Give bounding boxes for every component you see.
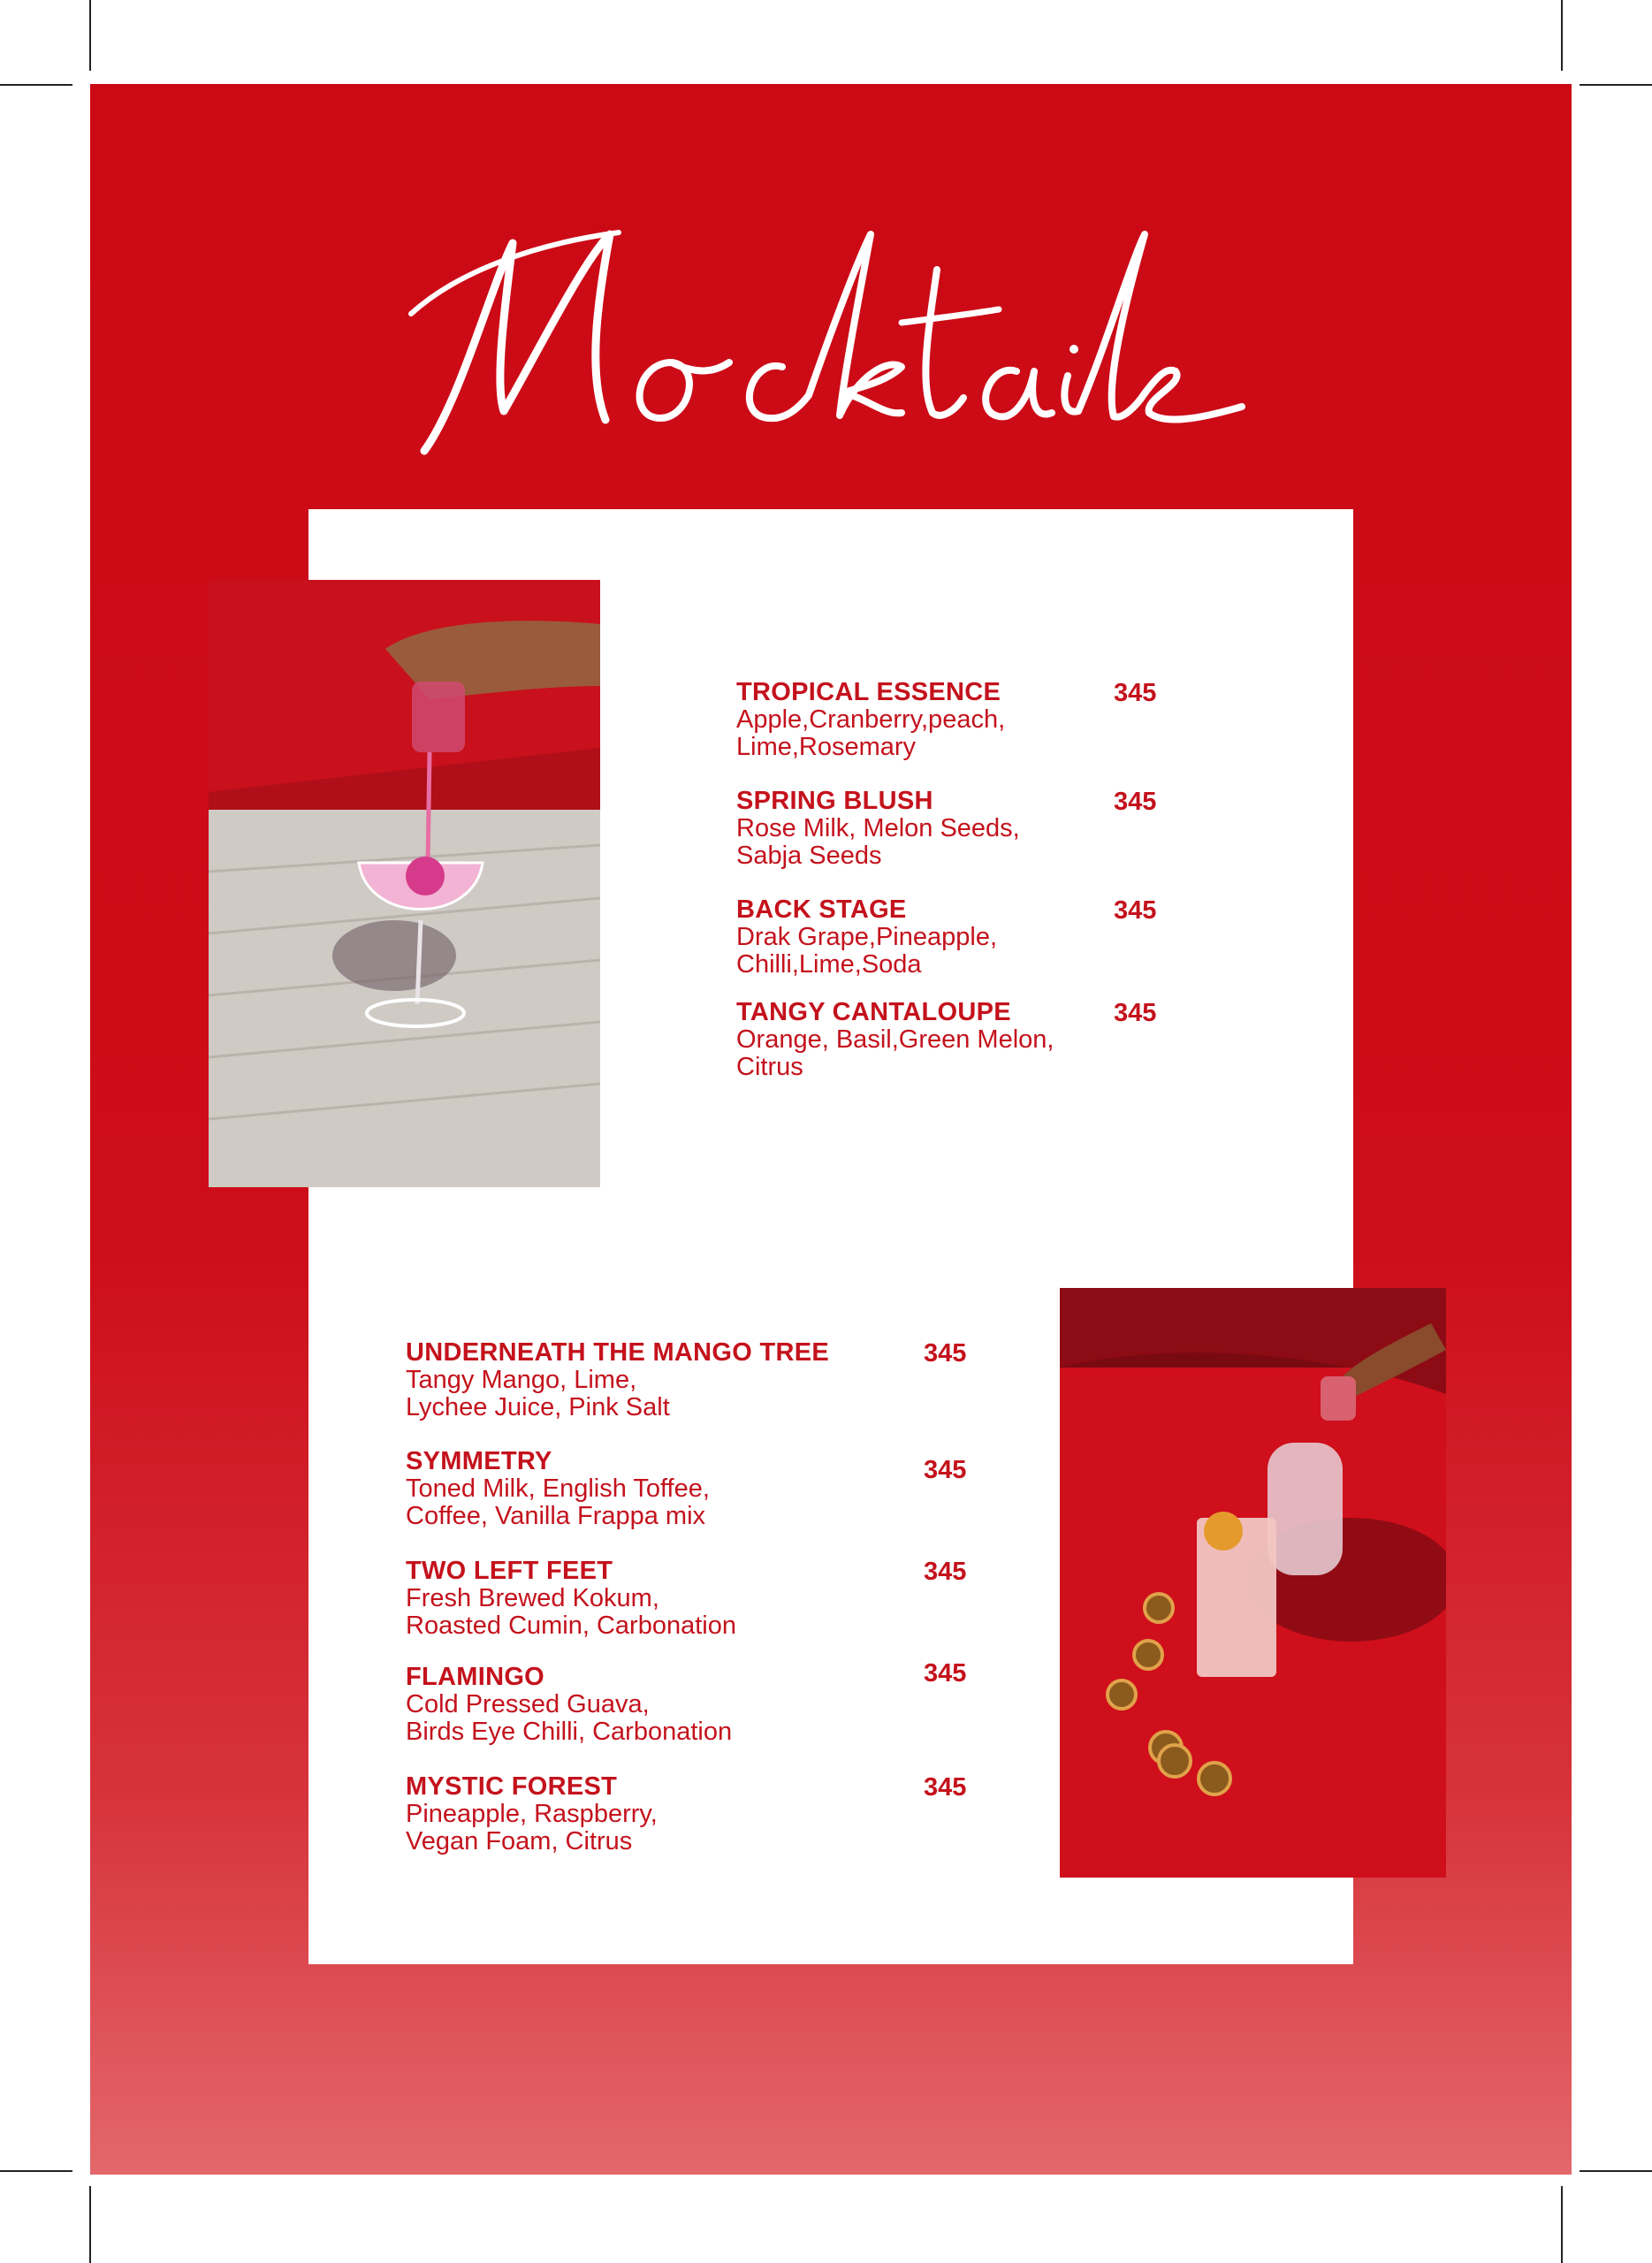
item-price: 345 [924,1558,967,1586]
item-price: 345 [924,1339,967,1368]
item-description: Orange, Basil,Green Melon, [736,1025,1054,1054]
item-description: Drak Grape,Pineapple, [736,923,997,951]
item-description: Rose Milk, Melon Seeds, [736,814,1020,842]
list-item [406,1448,710,1530]
item-name: SPRING BLUSH [736,787,933,815]
item-name: BACK STAGE [736,895,907,924]
list-item [406,1339,829,1421]
item-price: 345 [924,1773,967,1802]
item-description: Toned Milk, English Toffee, [406,1474,710,1503]
item-price: 345 [924,1456,967,1484]
crop-mark [1580,2170,1652,2172]
item-description: Birds Eye Chilli, Carbonation [406,1718,733,1746]
item-name: TWO LEFT FEET [406,1557,613,1585]
item-description: Fresh Brewed Kokum, [406,1584,659,1612]
photo-pink-cocktail-pour [209,580,600,1187]
item-name: TANGY CANTALOUPE [736,998,1011,1026]
item-description: Lime,Rosemary [736,733,917,761]
list-item [406,1773,658,1855]
list-item [406,1558,736,1640]
list-item [736,999,1054,1081]
item-description: Apple,Cranberry,peach, [736,705,1006,734]
item-name: FLAMINGO [406,1663,545,1691]
item-price: 345 [1114,788,1157,816]
item-name: SYMMETRY [406,1447,552,1475]
item-price: 345 [924,1659,967,1688]
item-price: 345 [1114,679,1157,707]
crop-mark [89,2186,91,2263]
item-description: Chilli,Lime,Soda [736,950,922,979]
item-description: Lychee Juice, Pink Salt [406,1393,670,1421]
crop-mark [1580,84,1652,86]
list-item [736,679,1005,761]
item-description: Cold Pressed Guava, [406,1690,650,1718]
item-name: UNDERNEATH THE MANGO TREE [406,1338,830,1367]
item-description: Coffee, Vanilla Frappa mix [406,1502,706,1530]
crop-mark [1561,0,1563,71]
item-name: MYSTIC FOREST [406,1772,618,1801]
list-item [736,896,997,979]
item-description: Citrus [736,1053,803,1081]
crop-mark [1561,2186,1563,2263]
item-description: Roasted Cumin, Carbonation [406,1612,736,1640]
item-description: Sabja Seeds [736,842,882,870]
crop-mark [0,84,72,86]
item-price: 345 [1114,999,1157,1027]
crop-mark [89,0,91,71]
item-description: Tangy Mango, Lime, [406,1366,637,1394]
crop-mark [0,2170,72,2172]
photo-drink-with-decanter [1060,1288,1446,1878]
item-name: TROPICAL ESSENCE [736,678,1001,706]
item-description: Vegan Foam, Citrus [406,1827,633,1855]
page-title [407,208,1255,473]
list-item [406,1664,732,1746]
item-price: 345 [1114,896,1157,925]
list-item [736,788,1020,870]
item-description: Pineapple, Raspberry, [406,1800,658,1828]
